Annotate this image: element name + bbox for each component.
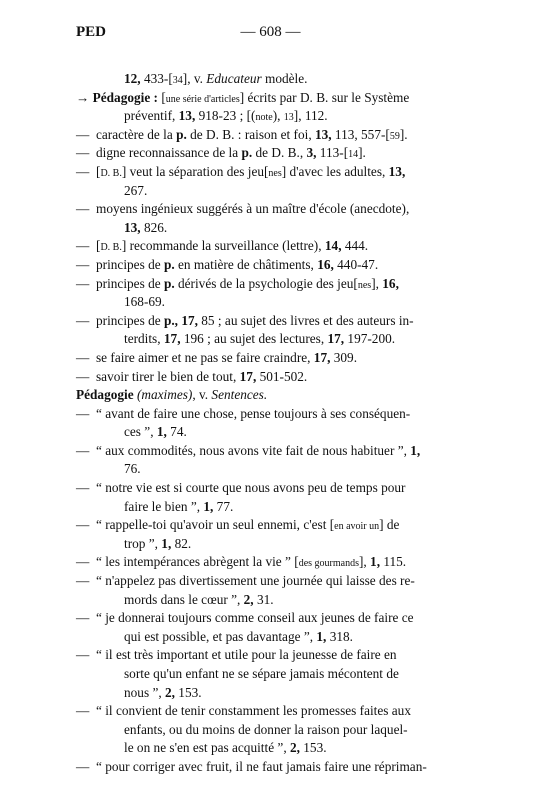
entry-dash: — [76, 256, 90, 272]
index-subentry-line [0, 126, 541, 145]
entry-text: “ il convient de tenir constamment les promesses faites aux [96, 703, 411, 719]
page-header [0, 24, 541, 44]
entry-dash: — [76, 405, 90, 421]
running-head: PED [76, 24, 106, 40]
entry-dash: — [76, 349, 90, 365]
entry-dash: — [76, 703, 90, 719]
index-continuation-line [0, 182, 541, 201]
entry-text: nous ”, 2, 153. [124, 684, 202, 700]
entry-text: 267. [124, 182, 148, 198]
entry-text: [D. B.] veut la séparation des jeu[nes] d'avec les adultes, 13, [96, 163, 406, 179]
entry-dash: — [76, 647, 90, 663]
entry-text: qui est possible, et pas davantage ”, 1, 318. [124, 628, 353, 644]
index-heading-line [0, 386, 541, 405]
index-heading-line [0, 89, 541, 108]
index-continuation-line [0, 665, 541, 684]
entry-text: Pédagogie (maximes), v. Sentences. [76, 387, 268, 403]
entry-text: savoir tirer le bien de tout, 17, 501-502. [96, 368, 308, 384]
entry-dash: — [76, 442, 90, 458]
entry-dash: — [76, 480, 90, 496]
index-subentry-line [0, 163, 541, 182]
entry-text: préventif, 13, 918-23 ; [(note), 13], 112. [124, 108, 328, 124]
entry-text: “ les intempérances abrègent la vie ” [des gourmands], 1, 115. [96, 554, 407, 570]
index-subentry-line [0, 349, 541, 368]
index-continuation-line [0, 219, 541, 238]
entry-text: “ rappelle-toi qu'avoir un seul ennemi, c'est [en avoir un] de [96, 517, 400, 533]
index-subentry-line [0, 275, 541, 294]
index-subentry-line [0, 479, 541, 498]
index-subentry-line [0, 758, 541, 777]
entry-text: le on ne s'en est pas acquitté ”, 2, 153. [124, 740, 327, 756]
entry-text: 168-69. [124, 294, 165, 310]
entry-text: [D. B.] recommande la surveillance (lettre), 14, 444. [96, 238, 369, 254]
index-continuation-line [0, 739, 541, 758]
index-subentry-line [0, 442, 541, 461]
index-subentry-line [0, 572, 541, 591]
index-subentry-line [0, 553, 541, 572]
index-continuation-line [0, 330, 541, 349]
entry-text: principes de p., 17, 85 ; au sujet des livres et des auteurs in- [96, 312, 414, 328]
index-subentry-line [0, 368, 541, 387]
entry-text: “ pour corriger avec fruit, il ne faut jamais faire une répriman- [96, 758, 427, 774]
index-entries [0, 70, 541, 777]
entry-text: mords dans le cœur ”, 2, 31. [124, 591, 274, 607]
entry-text: “ avant de faire une chose, pense toujours à ses conséquen- [96, 405, 411, 421]
index-subentry-line [0, 702, 541, 721]
entry-text: faire le bien ”, 1, 77. [124, 498, 234, 514]
entry-dash: — [76, 517, 90, 533]
index-subentry-line [0, 256, 541, 275]
index-continuation-line [0, 293, 541, 312]
index-subentry-line [0, 237, 541, 256]
index-continuation-line [0, 498, 541, 517]
index-subentry-line [0, 200, 541, 219]
page-number: — 608 — [240, 24, 301, 40]
entry-text: terdits, 17, 196 ; au sujet des lectures, 17, 197-200. [124, 331, 396, 347]
entry-text: principes de p. en matière de châtiments, 16, 440-47. [96, 256, 379, 272]
index-continuation-line [0, 107, 541, 126]
entry-text: trop ”, 1, 82. [124, 535, 192, 551]
entry-text: 12, 433-[34], v. Educateur modèle. [124, 71, 308, 86]
index-continuation-line [0, 684, 541, 703]
entry-text: principes de p. dérivés de la psychologie des jeu[nes], 16, [96, 275, 399, 291]
entry-text: caractère de la p. de D. B. : raison et foi, 13, 113, 557-[59]. [96, 126, 408, 142]
entry-dash: — [76, 238, 90, 254]
index-continuation-line [0, 460, 541, 479]
entry-dash: — [76, 758, 90, 774]
entry-dash: — [76, 368, 90, 384]
entry-text: → Pédagogie : [une série d'articles] écrits par D. B. sur le Système [76, 89, 410, 105]
entry-text: sorte qu'un enfant ne se sépare jamais mécontent de [124, 666, 399, 681]
index-subentry-line [0, 144, 541, 163]
index-continuation-line [0, 70, 541, 89]
index-continuation-line [0, 591, 541, 610]
entry-dash: — [76, 554, 90, 570]
index-continuation-line [0, 535, 541, 554]
entry-text: se faire aimer et ne pas se faire craindre, 17, 309. [96, 349, 358, 365]
index-continuation-line [0, 628, 541, 647]
entry-text: digne reconnaissance de la p. de D. B., 3, 113-[14]. [96, 145, 366, 161]
index-subentry-line [0, 646, 541, 665]
entry-dash: — [76, 610, 90, 626]
index-continuation-line [0, 721, 541, 740]
entry-dash: — [76, 163, 90, 179]
entry-dash: — [76, 201, 90, 217]
index-subentry-line [0, 609, 541, 628]
entry-text: 76. [124, 461, 141, 477]
entry-dash: — [76, 275, 90, 291]
entry-text: “ n'appelez pas divertissement une journée qui laisse des re- [96, 573, 415, 589]
entry-text: moyens ingénieux suggérés à un maître d'école (anecdote), [96, 201, 410, 217]
entry-dash: — [76, 573, 90, 589]
entry-text: “ je donnerai toujours comme conseil aux jeunes de faire ce [96, 610, 414, 626]
entry-dash: — [76, 126, 90, 142]
entry-text: ces ”, 1, 74. [124, 424, 187, 440]
index-subentry-line [0, 405, 541, 424]
entry-text: enfants, ou du moins de donner la raison pour laquel- [124, 721, 408, 737]
index-continuation-line [0, 423, 541, 442]
entry-text: 13, 826. [124, 219, 168, 235]
index-subentry-line [0, 312, 541, 331]
entry-text: “ notre vie est si courte que nous avons peu de temps pour [96, 480, 406, 496]
index-subentry-line [0, 516, 541, 535]
entry-dash: — [76, 312, 90, 328]
entry-dash: — [76, 145, 90, 161]
entry-text: “ aux commodités, nous avons vite fait de nous habituer ”, 1, [96, 442, 421, 458]
entry-text: “ il est très important et utile pour la jeunesse de faire en [96, 647, 397, 663]
